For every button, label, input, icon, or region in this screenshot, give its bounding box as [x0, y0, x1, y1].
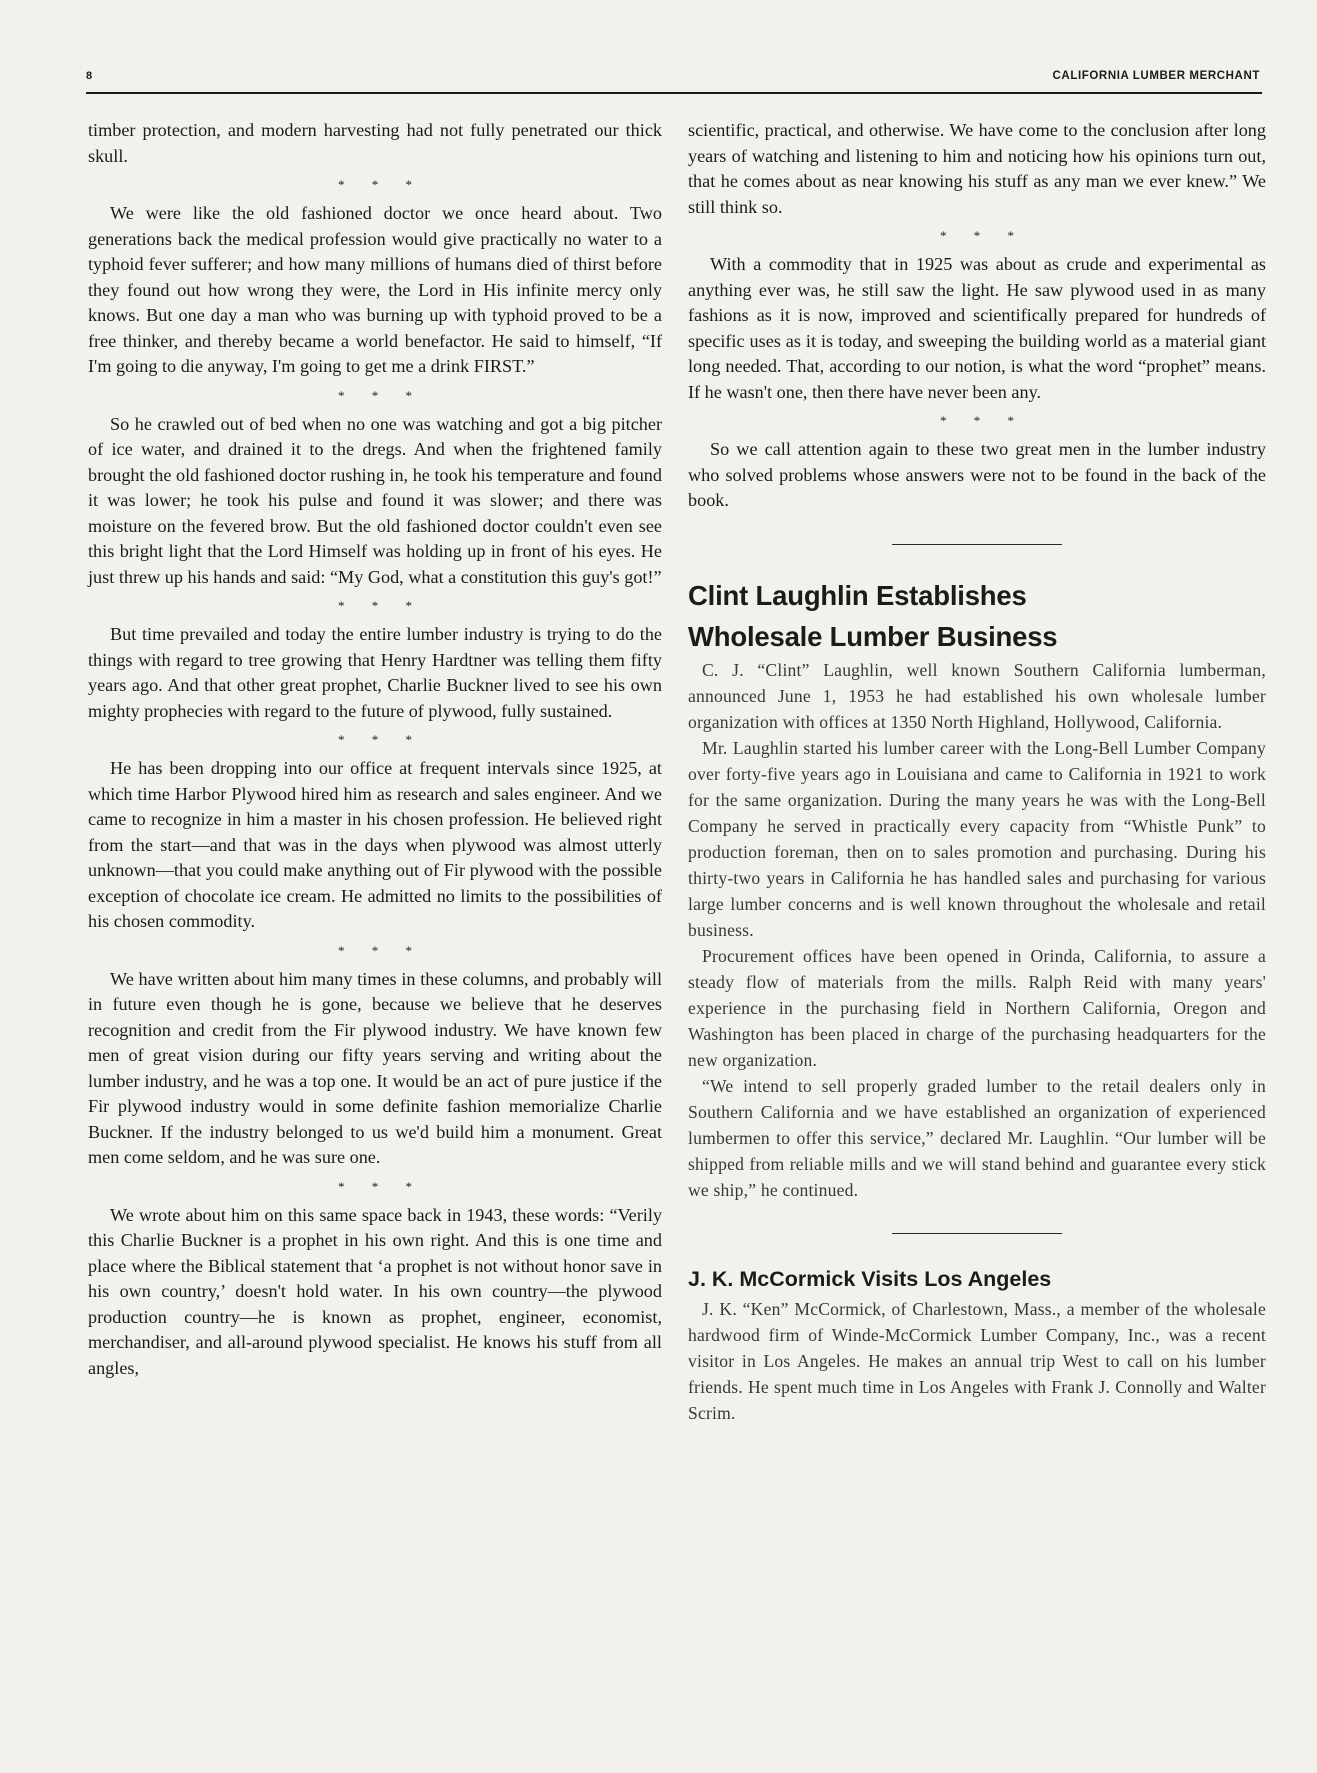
section-separator: * * *: [338, 942, 424, 958]
editorial-paragraph: With a commodity that in 1925 was about as crude and experimental as anything ever was, he still saw the light. He saw plywood used in as many fashions as it is now, improved and scientifically prepared for hundreds of specific uses as it is today, and sweeping the building world as a material giant long needed. That, according to our notion, is what the word “prophet” means. If he wasn't one, then there have never been any.: [688, 254, 1266, 402]
editorial-paragraph: He has been dropping into our office at frequent intervals since 1925, at which time Harbor Plywood hired him as research and sales engineer. And we came to recognize in him a master in his chosen profession. He believed right from the start—and that was in the days when plywood was almost utterly unknown—that you could make anything out of Fir plywood with the possible exception of chocolate ice cream. He admitted no limits to the possibilities of his chosen commodity.: [88, 758, 662, 931]
editorial-paragraph: scientific, practical, and otherwise. We have come to the conclusion after long years of watching and listening to him and noticing how his opinions turn out, that he comes about as near knowing his stuff as any man we ever knew.” We still think so.: [688, 120, 1266, 217]
editorial-paragraph: But time prevailed and today the entire lumber industry is trying to do the things with regard to tree growing that Henry Hardtner was telling them fifty years ago. And that other great prophet, Charlie Buckner lived to see his own mighty prophecies with regard to the future of plywood, fully sustained.: [88, 624, 662, 721]
section-separator: * * *: [338, 732, 424, 747]
page-number: 8: [86, 70, 93, 82]
article-divider: [892, 1233, 1062, 1234]
left-column: [88, 118, 662, 1381]
section-separator: * * *: [940, 413, 1026, 428]
editorial-paragraph: We have written about him many times in these columns, and probably will in future even though he is gone, because we believe that he deserves recognition and credit from the Fir plywood industry. We have known few men of great vision during our fifty years serving and writing about the lumber industry, and he was a top one. It would be an act of pure justice if the Fir plywood industry would in some definite fashion memorialize Charlie Buckner. If the industry belonged to us we'd build him a monument. Great men come seldom, and he was sure one.: [88, 968, 662, 1167]
editorial-paragraph: timber protection, and modern harvesting had not fully penetrated our thick skull.: [88, 120, 662, 166]
section-separator: * * *: [338, 1178, 424, 1194]
headline-line: Clint Laughlin Establishes: [688, 579, 1027, 611]
section-separator: * * *: [338, 598, 424, 613]
running-head: CALIFORNIA LUMBER MERCHANT: [1052, 70, 1260, 82]
editorial-paragraph: So we call attention again to these two great men in the lumber industry who solved problems whose answers were not to be found in the back of the book.: [688, 439, 1266, 510]
article-paragraph: Procurement offices have been opened in Orinda, California, to assure a steady flow of materials from the mills. Ralph Reid with many years' experience in the purchasing field in Northern California, Oregon and Washington has been placed in charge of the purchasing headquarters for the new organization.: [688, 945, 1266, 1070]
article-divider: [892, 544, 1062, 545]
article-laughlin: [688, 575, 1266, 1203]
page-header: [86, 70, 1262, 94]
article-headline: J. K. McCormick Visits Los Angeles: [688, 1266, 1052, 1291]
editorial-paragraph: We wrote about him on this same space back in 1943, these words: “Verily this Charlie Buckner is a prophet in his own right. And this is one time and place where the Biblical statement that ‘a prophet is not without honor save in his own country,’ doesn't hold water. In his own country—the plywood production country—he is known as prophet, engineer, economist, merchandiser, and all-around plywood specialist. He knows his stuff from all angles,: [88, 1204, 662, 1378]
right-column: [688, 118, 1266, 1426]
editorial-continuation: [688, 118, 1266, 514]
article-headline: [688, 575, 1266, 657]
editorial-paragraph: We were like the old fashioned doctor we once heard about. Two generations back the medical profession would give practically no water to a typhoid fever sufferer; and how many millions of humans died of thirst before they found out how wrong they were, the Lord in His infinite mercy only knows. But one day a man who was burning up with typhoid proved to be a free thinker, and thereby became a world benefactor. He said to himself, “If I'm going to die anyway, I'm going to get me a drink FIRST.”: [88, 203, 662, 376]
section-separator: * * *: [940, 228, 1026, 243]
editorial-paragraph: So he crawled out of bed when no one was watching and got a big pitcher of ice water, and drained it to the dregs. And when the frightened family brought the old fashioned doctor rushing in, he took his temperature and found it was lower; he took his pulse and found it was slower; and there was moisture on the fevered brow. But the old fashioned doctor couldn't even see this bright light that the Lord Himself was holding up in front of his eyes. He just threw up his hands and said: “My God, what a constitution this guy's got!”: [88, 413, 662, 587]
article-paragraph: “We intend to sell properly graded lumber to the retail dealers only in Southern California and we have established an organization of experienced lumbermen to offer this service,” declared Mr. Laughlin. “Our lumber will be shipped from reliable mills and we will stand behind and guarantee every stick we ship,” he continued.: [688, 1075, 1266, 1200]
article-paragraph: Mr. Laughlin started his lumber career with the Long-Bell Lumber Company over forty-five years ago in Louisiana and came to California in 1921 to work for the same organization. During the many years he was with the Long-Bell Company he served in practically every capacity from “Whistle Punk” to production foreman, then on to sales promotion and purchasing. During his thirty-two years in California he has handled sales and purchasing for various large lumber concerns and is well known throughout the wholesale and retail business.: [688, 737, 1266, 940]
article-paragraph: C. J. “Clint” Laughlin, well known Southern California lumberman, announced June 1, 1953 he had established his own wholesale lumber organization with offices at 1350 North Highland, Hollywood, California.: [688, 659, 1266, 732]
section-separator: * * *: [338, 177, 424, 192]
section-separator: * * *: [338, 387, 424, 403]
article-mccormick: [688, 1264, 1266, 1426]
headline-line: Wholesale Lumber Business: [688, 620, 1058, 652]
article-paragraph: J. K. “Ken” McCormick, of Charlestown, Mass., a member of the wholesale hardwood firm of Winde-McCormick Lumber Company, Inc., was a recent visitor in Los Angeles. He makes an annual trip West to call on his lumber friends. He spent much time in Los Angeles with Frank J. Connolly and Walter Scrim.: [688, 1298, 1266, 1423]
